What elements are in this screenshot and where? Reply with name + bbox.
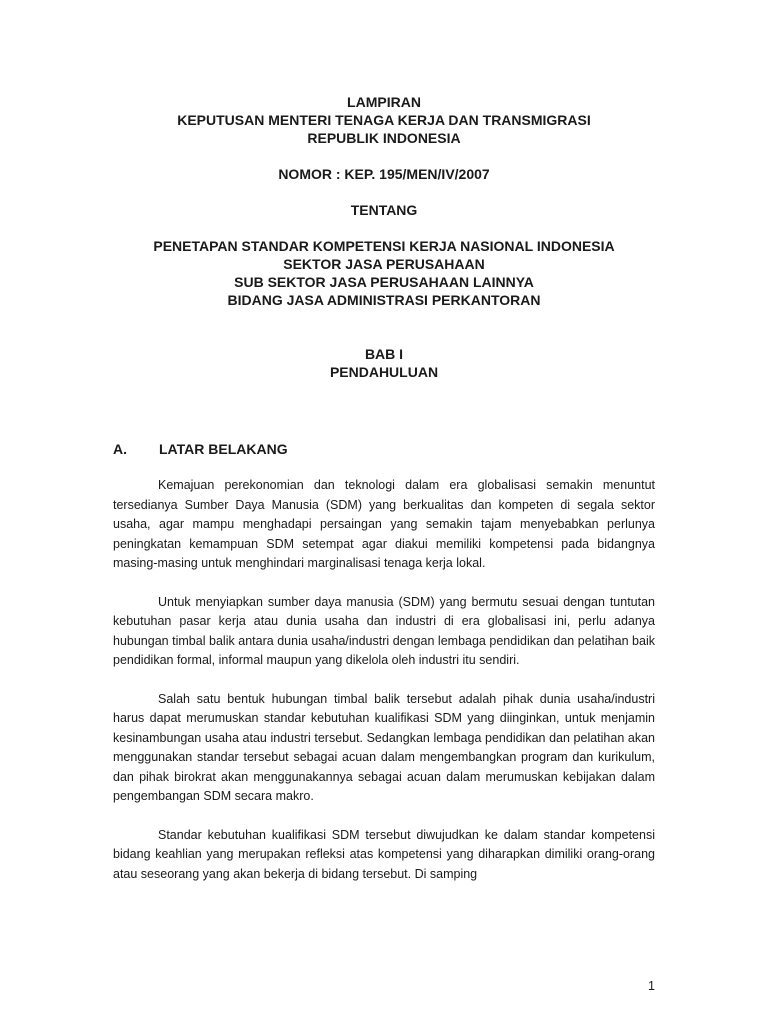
tentang-heading: TENTANG xyxy=(350,202,418,218)
subject-line-1: PENETAPAN STANDAR KOMPETENSI KERJA NASIONAL INDONESIA xyxy=(153,238,615,254)
subject-line-4: BIDANG JASA ADMINISTRASI PERKANTORAN xyxy=(227,292,541,308)
paragraph-4: Standar kebutuhan kualifikasi SDM tersebut diwujudkan ke dalam standar kompetensi bidang keahlian yang merupakan refleksi atas kompetensi yang diharapkan dimiliki orang-orang atau seseorang yang akan bekerja di bidang tersebut. Di samping xyxy=(113,827,655,881)
page-number: 1 xyxy=(648,979,655,993)
document-body xyxy=(113,476,655,903)
chapter-number: BAB I xyxy=(364,346,404,362)
lampiran-heading: LAMPIRAN xyxy=(347,94,421,110)
subject-line-2: SEKTOR JASA PERUSAHAAN xyxy=(283,256,485,272)
decree-title: KEPUTUSAN MENTERI TENAGA KERJA DAN TRANSMIGRASI xyxy=(177,112,591,128)
document-header xyxy=(0,93,768,381)
paragraph-2: Untuk menyiapkan sumber daya manusia (SDM) yang bermutu sesuai dengan tuntutan kebutuhan pasar kerja atau dunia usaha dan industri di era globalisasi ini, perlu adanya hubungan timbal balik antara dunia usaha/industri dengan lembaga pendidikan dan pelatihan baik pendidikan formal, informal maupun yang dikelola oleh industri itu sendiri. xyxy=(113,594,655,667)
section-heading xyxy=(113,440,288,458)
section-number: A. xyxy=(113,441,127,457)
subject-line-3: SUB SEKTOR JASA PERUSAHAAN LAINNYA xyxy=(234,274,534,290)
paragraph-1: Kemajuan perekonomian dan teknologi dalam era globalisasi semakin menuntut tersedianya Sumber Daya Manusia (SDM) yang berkualitas dan kompeten di segala sektor usaha, agar mampu menghadapi persaingan yang semakin tajam menyebabkan perlunya peningkatan kemampuan SDM setempat agar diakui memiliki kompetensi pada bidangnya masing-masing untuk menghindari marginalisasi tenaga kerja lokal. xyxy=(113,478,655,570)
paragraph-3: Salah satu bentuk hubungan timbal balik tersebut adalah pihak dunia usaha/industri harus dapat merumuskan standar kebutuhan kualifikasi SDM yang diinginkan, untuk menjamin kesinambungan usaha atau industri tersebut. Sedangkan lembaga pendidikan dan pelatihan akan menggunakan standar tersebut sebagai acuan dalam mengembangkan program dan kurikulum, dan pihak birokrat akan menggunakannya sebagai acuan dalam merumuskan kebijakan dalam pengembangan SDM secara makro. xyxy=(113,691,655,803)
decree-number: NOMOR : KEP. 195/MEN/IV/2007 xyxy=(278,166,490,182)
section-title: LATAR BELAKANG xyxy=(159,441,288,457)
republic-line: REPUBLIK INDONESIA xyxy=(307,130,461,146)
chapter-title: PENDAHULUAN xyxy=(329,364,439,380)
